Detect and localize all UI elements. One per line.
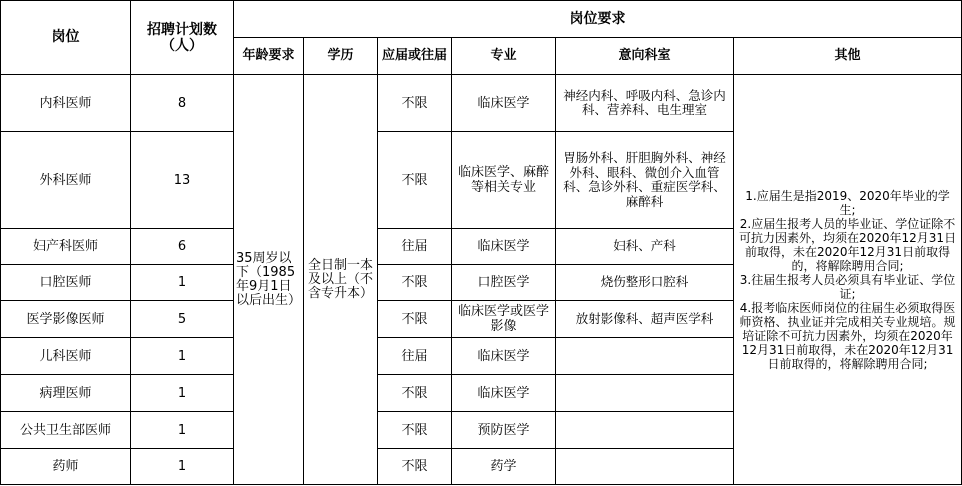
header-graduate: 应届或往届 xyxy=(378,38,452,75)
cell-dept xyxy=(556,338,734,375)
cell-major: 预防医学 xyxy=(452,412,556,449)
cell-quota: 1 xyxy=(131,338,234,375)
cell-major: 临床医学 xyxy=(452,338,556,375)
cell-graduate: 不限 xyxy=(378,75,452,132)
header-position: 岗位 xyxy=(1,1,131,75)
cell-graduate: 不限 xyxy=(378,265,452,301)
cell-graduate: 不限 xyxy=(378,301,452,338)
cell-dept: 放射影像科、超声医学科 xyxy=(556,301,734,338)
cell-quota: 8 xyxy=(131,75,234,132)
header-dept: 意向科室 xyxy=(556,38,734,75)
cell-major: 临床医学 xyxy=(452,75,556,132)
cell-quota: 6 xyxy=(131,229,234,265)
other-note: 3.往届生报考人员必须具有毕业证、学位证; xyxy=(739,272,956,301)
cell-position: 口腔医师 xyxy=(1,265,131,301)
other-note: 1.应届生是指2019、2020年毕业的学生; xyxy=(745,188,950,217)
cell-major: 临床医学或医学影像 xyxy=(452,301,556,338)
cell-position: 医学影像医师 xyxy=(1,301,131,338)
cell-graduate: 不限 xyxy=(378,449,452,485)
header-major: 专业 xyxy=(452,38,556,75)
cell-other xyxy=(734,75,962,485)
cell-quota: 1 xyxy=(131,412,234,449)
other-note: 4.报考临床医师岗位的往届生必须取得医师资格、执业证并完成相关专业规培。规培证除不可抗力因素外，均须在2020年12月31日前取得，未在2020年12月31日前取得的，将解除聘用合同; xyxy=(739,300,956,371)
header-requirements: 岗位要求 xyxy=(234,1,962,38)
header-quota: 招聘计划数（人） xyxy=(131,1,234,75)
cell-dept: 烧伤整形口腔科 xyxy=(556,265,734,301)
cell-dept: 神经内科、呼吸内科、急诊内科、营养科、电生理室 xyxy=(556,75,734,132)
other-note: 2.应届生报考人员的毕业证、学位证除不可抗力因素外，均须在2020年12月31日前取得，未在2020年12月31日前取得的，将解除聘用合同; xyxy=(738,216,957,273)
header-education: 学历 xyxy=(304,38,378,75)
cell-dept xyxy=(556,375,734,412)
cell-position: 公共卫生部医师 xyxy=(1,412,131,449)
cell-dept xyxy=(556,412,734,449)
cell-dept xyxy=(556,449,734,485)
cell-major: 临床医学 xyxy=(452,375,556,412)
cell-quota: 5 xyxy=(131,301,234,338)
cell-major: 临床医学、麻醉等相关专业 xyxy=(452,132,556,229)
cell-position: 外科医师 xyxy=(1,132,131,229)
cell-major: 药学 xyxy=(452,449,556,485)
cell-position: 内科医师 xyxy=(1,75,131,132)
cell-major: 临床医学 xyxy=(452,229,556,265)
cell-graduate: 往届 xyxy=(378,338,452,375)
cell-graduate: 不限 xyxy=(378,132,452,229)
cell-quota: 1 xyxy=(131,265,234,301)
cell-position: 儿科医师 xyxy=(1,338,131,375)
cell-graduate: 不限 xyxy=(378,412,452,449)
cell-quota: 1 xyxy=(131,375,234,412)
cell-position: 病理医师 xyxy=(1,375,131,412)
cell-position: 药师 xyxy=(1,449,131,485)
cell-education: 全日制一本及以上（不含专升本） xyxy=(304,75,378,485)
cell-dept: 胃肠外科、肝胆胸外科、神经外科、眼科、微创介入血管科、急诊外科、重症医学科、麻醉科 xyxy=(556,132,734,229)
table-row xyxy=(1,75,962,132)
cell-graduate: 不限 xyxy=(378,375,452,412)
cell-dept: 妇科、产科 xyxy=(556,229,734,265)
cell-graduate: 往届 xyxy=(378,229,452,265)
cell-position: 妇产科医师 xyxy=(1,229,131,265)
cell-quota: 13 xyxy=(131,132,234,229)
cell-quota: 1 xyxy=(131,449,234,485)
header-age: 年龄要求 xyxy=(234,38,304,75)
cell-age: 35周岁以下（1985年9月1日以后出生） xyxy=(234,75,304,485)
cell-major: 口腔医学 xyxy=(452,265,556,301)
header-other: 其他 xyxy=(734,38,962,75)
